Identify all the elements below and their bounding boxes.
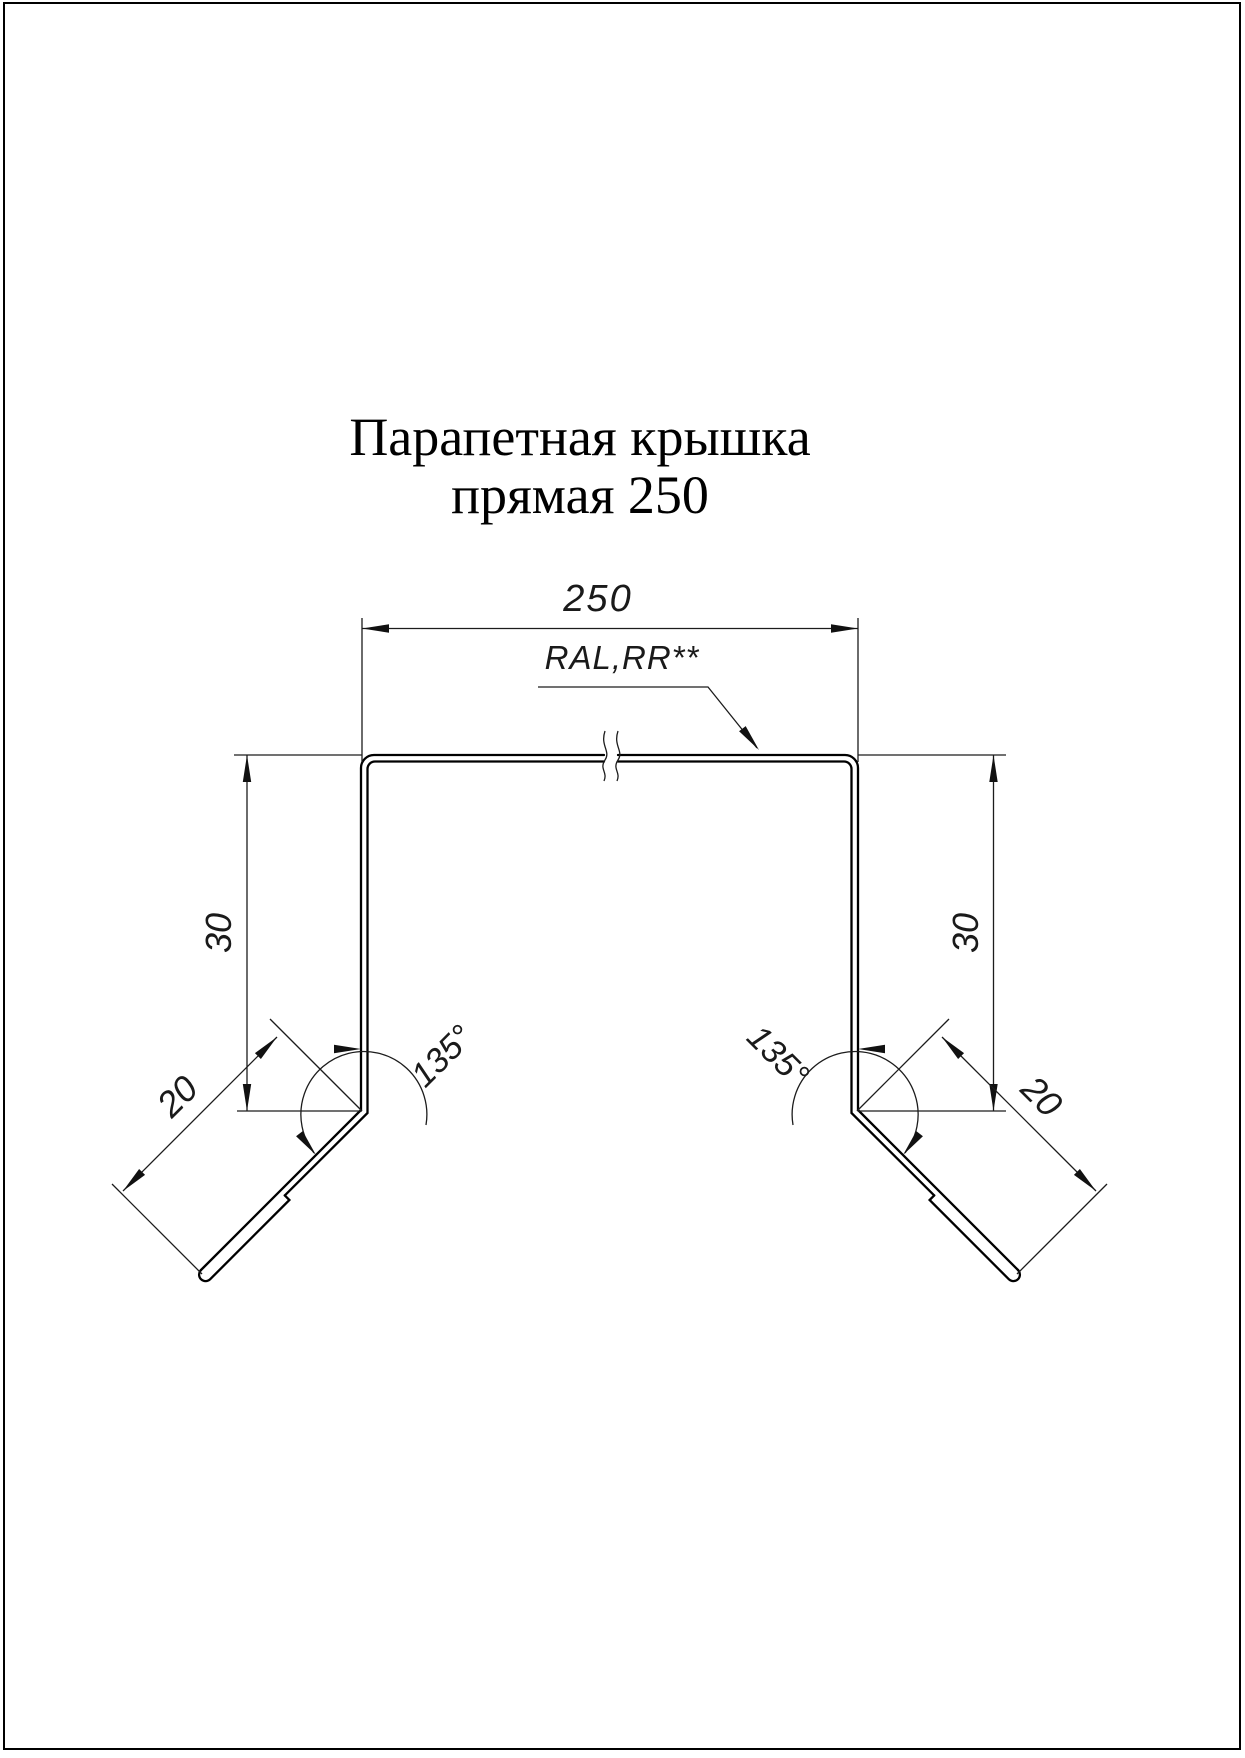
profile-inner-left xyxy=(285,762,604,1196)
dim-20r-arrow-top xyxy=(939,1034,964,1059)
title-line-2: прямая 250 xyxy=(451,465,709,525)
angle-135-left xyxy=(296,1018,480,1158)
dim-30l-label: 30 xyxy=(198,912,239,954)
angle-135l-label: 135° xyxy=(403,1017,481,1095)
angle-135-right xyxy=(739,1018,922,1158)
profile-outline xyxy=(199,731,1020,1281)
leader-arrow xyxy=(739,726,762,752)
dim-20r-arrow-bottom xyxy=(1074,1169,1099,1194)
material-leader xyxy=(538,639,762,753)
angle-135r-label: 135° xyxy=(739,1017,817,1095)
dim-250-label: 250 xyxy=(563,578,633,620)
title-line-1: Парапетная крышка xyxy=(349,407,811,467)
dim-30r-label: 30 xyxy=(945,912,986,954)
dim-20r-ext-tip xyxy=(1017,1184,1107,1274)
dim-20r-line xyxy=(942,1037,1096,1191)
dimension-30-right xyxy=(858,755,1006,1111)
coating-label: RAL,RR** xyxy=(544,639,700,676)
profile-outer-left xyxy=(201,755,604,1270)
dim-20r-ext-bend xyxy=(857,1019,949,1111)
dim-20l-label: 20 xyxy=(148,1067,206,1125)
profile-inner-right xyxy=(618,762,934,1196)
dim-20l-arrow-top xyxy=(255,1034,280,1059)
dim-30l-arrow-bottom xyxy=(243,1084,251,1111)
leader-line xyxy=(538,687,757,748)
dim-250-arrow-left xyxy=(362,624,389,632)
profile-hem-right xyxy=(930,1195,1020,1281)
dim-30r-arrow-top xyxy=(989,755,997,782)
break-symbol xyxy=(603,731,620,781)
profile-hem-left xyxy=(199,1195,289,1281)
dim-20l-ext-tip xyxy=(112,1184,202,1274)
dim-30l-arrow-top xyxy=(243,755,251,782)
dim-20l-line xyxy=(123,1037,277,1191)
dim-20l-ext-bend xyxy=(270,1019,362,1111)
dim-250-arrow-right xyxy=(831,624,858,632)
dim-20r-label: 20 xyxy=(1013,1067,1071,1125)
profile-outer-right xyxy=(618,755,1018,1270)
dim-20l-arrow-bottom xyxy=(120,1169,145,1194)
